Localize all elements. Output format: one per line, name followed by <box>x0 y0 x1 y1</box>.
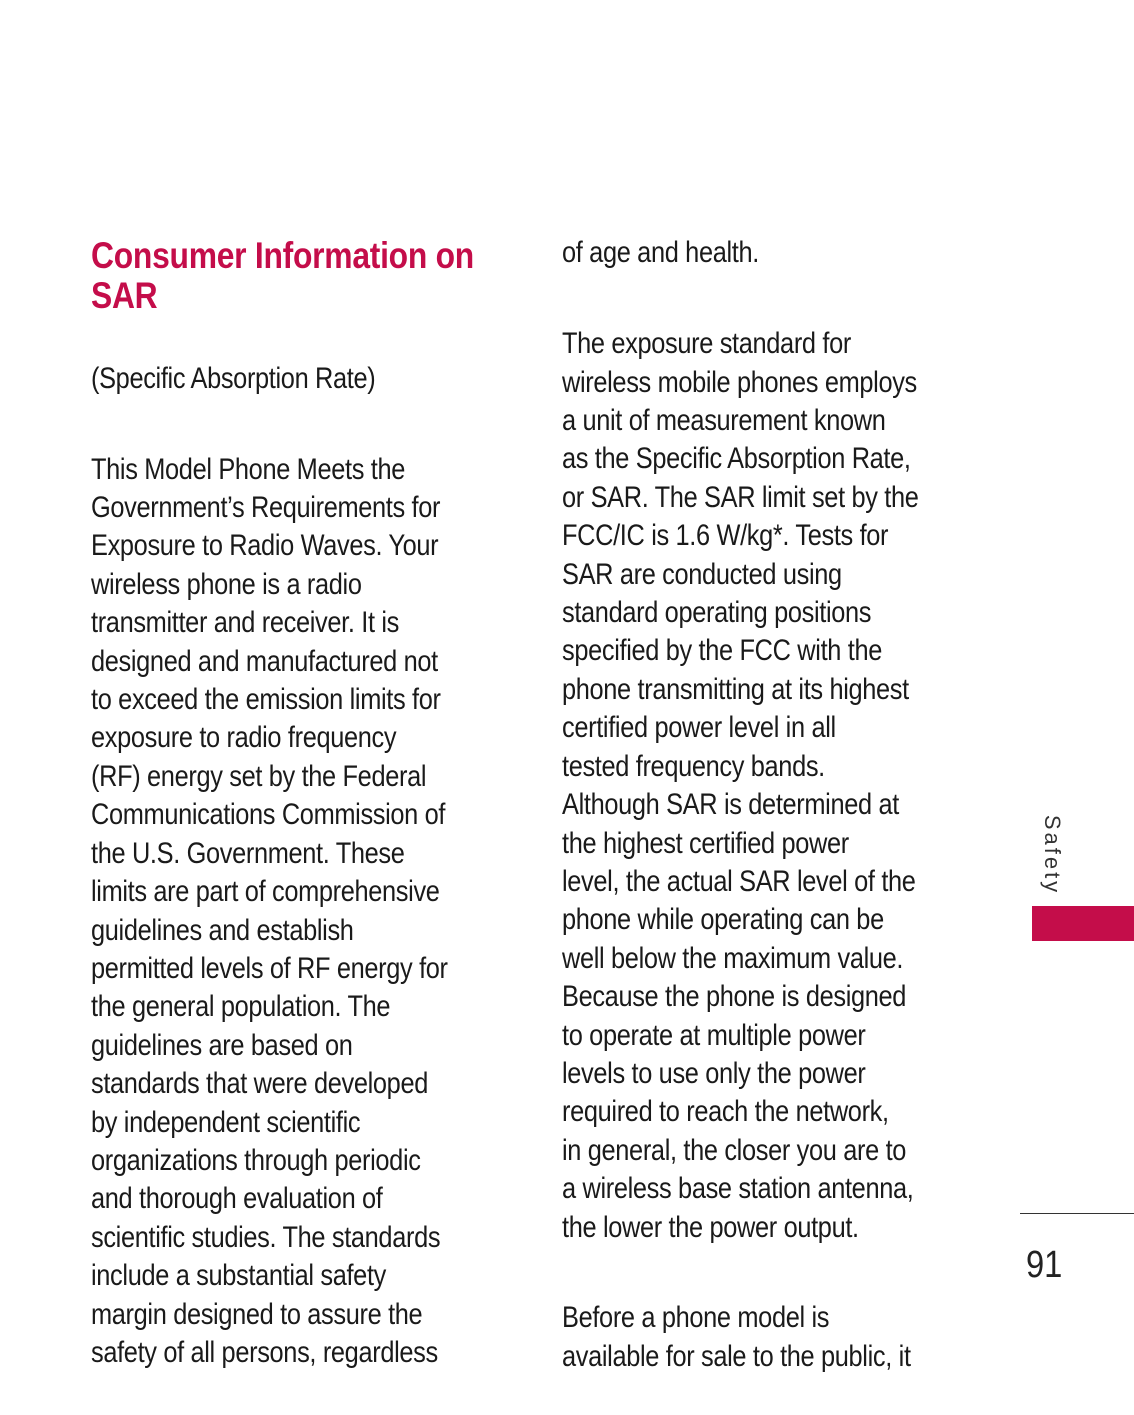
footer-rule <box>1020 1213 1134 1214</box>
body-paragraph-left: This Model Phone Meets the Government’s Requirements for Exposure to Radio Waves. Your wireless phone is a radio transmitter and receiver. It is designed and manufactured not to exceed the emission limits for exposure to radio frequency (RF) energy set by the Federal Communications Commission of the U.S. Government. These limits are part of comprehensive guidelines and establish permitted levels of RF energy for the general population. The guidelines are based on standards that were developed by independent scientific organizations through periodic and thorough evaluation of scientific studies. The standards include a substantial safety margin designed to assure the safety of all persons, regardless <box>91 452 448 1369</box>
body-paragraph-continuation: of age and health. <box>562 236 759 270</box>
left-column <box>91 198 521 1411</box>
section-label: Safety <box>1040 814 1065 896</box>
body-paragraph-before-sale: Before a phone model is available for sale to the public, it <box>562 1301 911 1373</box>
subtitle: (Specific Absorption Rate) <box>91 361 376 395</box>
right-column <box>562 196 992 1415</box>
section-tab-marker <box>1032 906 1134 941</box>
body-paragraph-exposure-standard: The exposure standard for wireless mobile phones employs a unit of measurement known as the Specific Absorption Rate, or SAR. The SAR limit set by the FCC/IC is 1.6 W/kg*. Tests for SAR are conducted using standard operating positions specified by the FCC with the phone transmitting at its highest certified power level in all tested frequency bands. Although SAR is determined at the highest certified power level, the actual SAR level of the phone while operating can be well below the maximum value. Because the phone is designed to operate at multiple power levels to use only the power required to reach the network, in general, the closer you are to a wireless base station antenna, the lower the power output. <box>562 327 919 1244</box>
page-heading: Consumer Information on SAR <box>91 235 474 317</box>
page-number: 91 <box>1026 1244 1063 1286</box>
